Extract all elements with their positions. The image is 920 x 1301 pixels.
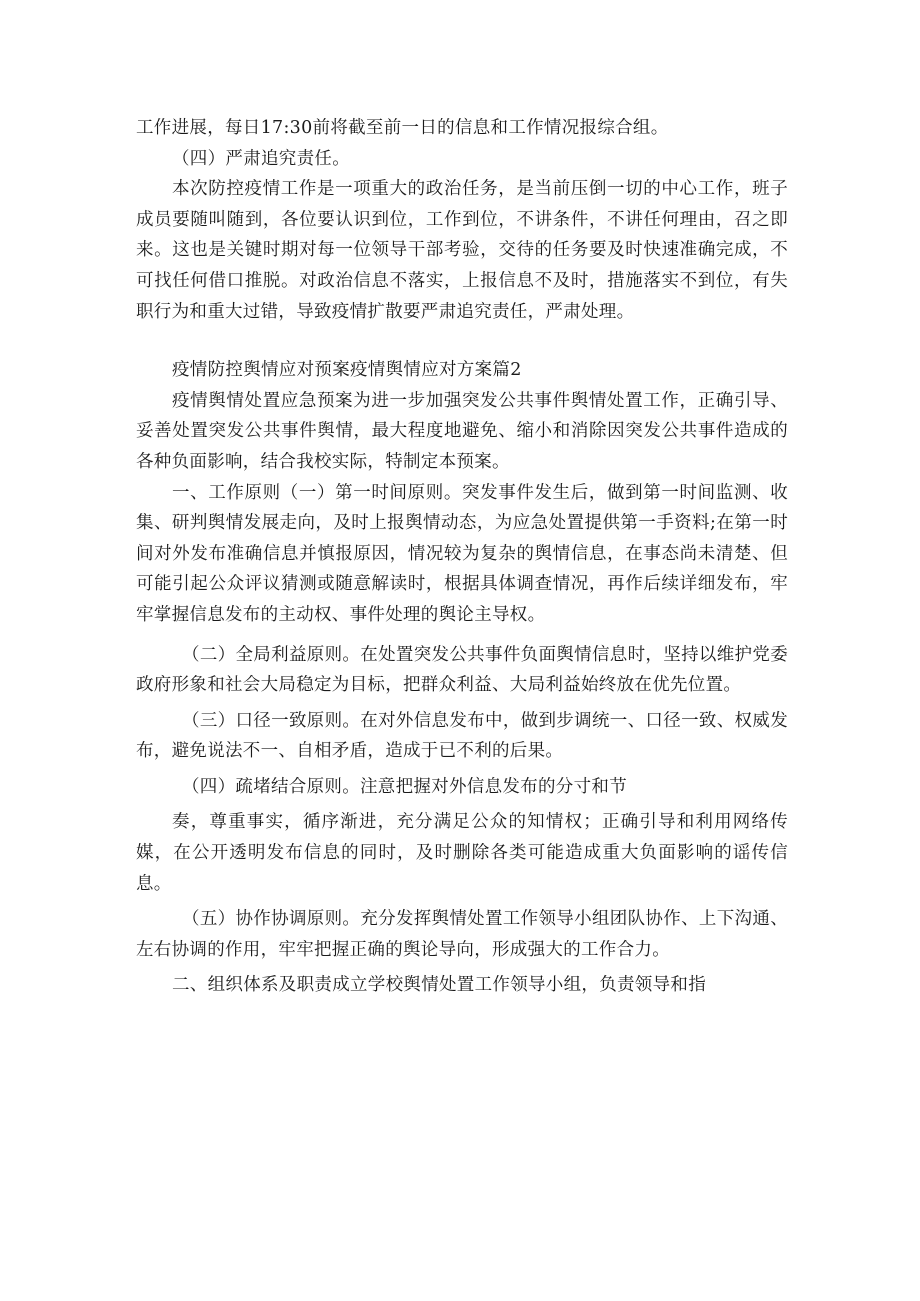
paragraph-principle-first-time: 一、工作原则（一）第一时间原则。突发事件发生后，做到第一时间监测、收集、研判舆情发展走向，及时上报舆情动态，为应急处置提供第一手资料;在第一时间对外发布准确信息并慎报原因，情况较为复杂的舆情信息，在事态尚未清楚、但可能引起公众评议猜测或随意解读时，根据具体调查情况，再作后续详细发布，牢牢掌握信息发布的主动权、事件处理的舆论主导权。 [136,482,788,625]
paragraph-work-progress: 工作进展，每日17:30前将截至前一日的信息和工作情况报综合组。 [136,118,669,138]
paragraph-principle-dredge-block: （四）疏堵结合原则。注意把握对外信息发布的分寸和节 [182,776,627,797]
paragraph-principle-dredge-block-continued: 奏，尊重事实，循序渐进，充分满足公众的知情权；正确引导和利用网络传媒，在公开透明发布信息的同时，及时删除各类可能造成重大负面影响的谣传信息。 [136,812,788,894]
paragraph-principle-cooperation: （五）协作协调原则。充分发挥舆情处置工作领导小组团队协作、上下沟通、左右协调的作用，牢牢把握正确的舆论导向，形成强大的工作合力。 [136,909,788,960]
paragraph-political-task: 本次防控疫情工作是一项重大的政治任务，是当前压倒一切的中心工作，班子成员要随叫随到，各位要认识到位，工作到位，不讲条件，不讲任何理由，召之即来。这也是关键时期对每一位领导干部考验，交待的任务要及时快速准确完成，不可找任何借口推脱。对政治信息不落实，上报信息不及时，措施落实不到位，有失职行为和重大过错，导致疫情扩散要严肃追究责任，严肃处理。 [136,179,788,322]
section-title: 疫情防控舆情应对预案疫情舆情应对方案篇2 [172,360,522,381]
paragraph-organization: 二、组织体系及职责成立学校舆情处置工作领导小组，负责领导和指 [172,975,706,996]
paragraph-plan-intro: 疫情舆情处置应急预案为进一步加强突发公共事件舆情处置工作，正确引导、妥善处置突发公共事件舆情，最大程度地避免、缩小和消除因突发公共事件造成的各种负面影响，结合我校实际，特制定本预案。 [136,390,788,472]
paragraph-principle-overall-interest: （二）全局利益原则。在处置突发公共事件负面舆情信息时，坚持以维护党委政府形象和社会大局稳定为目标，把群众利益、大局利益始终放在优先位置。 [136,644,788,696]
paragraph-principle-consistent-caliber: （三）口径一致原则。在对外信息发布中，做到步调统一、口径一致、权威发布，避免说法不一、自相矛盾，造成于已不利的后果。 [136,710,788,762]
document-body [136,113,788,1001]
heading-strict-accountability: （四）严肃追究责任。 [172,148,350,169]
